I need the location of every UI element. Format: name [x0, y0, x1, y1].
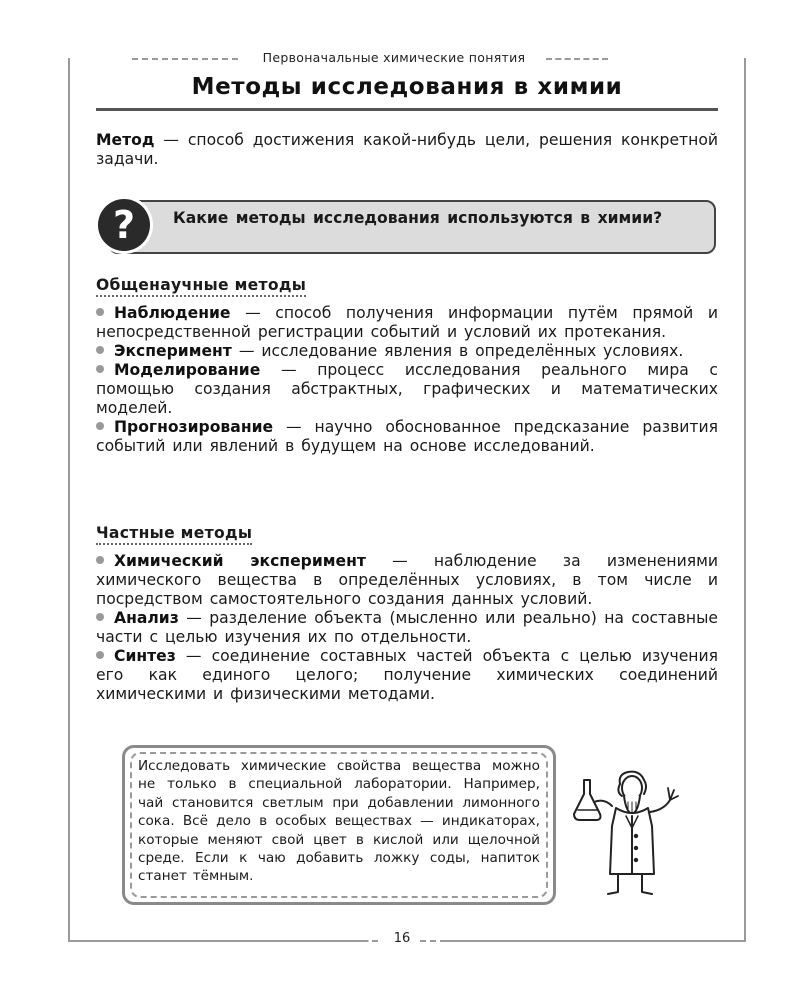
bullet-icon [96, 308, 104, 316]
question-icon: ? [98, 199, 150, 251]
list-item [96, 609, 718, 647]
list-item [96, 342, 718, 361]
scientist-with-flask-icon [570, 766, 694, 898]
definition-paragraph [96, 131, 718, 169]
note-text: Исследовать химические свойства вещества можно не только в специальной лаборатории. Например, чай становится светлым при добавлении лимонного сока. Всё дело в особых веществах — индикаторах, которые меняют свой цвет в кислой или щелочной среде. Если к чаю добавить ложку соды, напиток станет тёмным. [138, 758, 540, 885]
method-term: Моделирование [114, 361, 261, 379]
definition-term: Метод [96, 131, 155, 149]
method-term: Эксперимент [114, 342, 232, 360]
method-term: Анализ [114, 609, 179, 627]
list-item [96, 552, 718, 609]
method-description: — исследование явления в определённых условиях. [231, 342, 684, 360]
list-item [96, 418, 718, 456]
general-methods-heading: Общенаучные методы [96, 276, 306, 297]
method-description: — способ получения информации путём прямой и непосредственной регистрации событий и условий их протекания. [96, 304, 718, 341]
bullet-icon [96, 556, 104, 564]
list-item [96, 304, 718, 342]
method-description: — научно обоснованное предсказание развития событий или явлений в будущем на основе исследований. [96, 418, 718, 455]
method-description: — соединение составных частей объекта с целью изучения его как единого целого; получение химических соединений химическими и физическими методами. [96, 647, 718, 703]
general-methods-list [96, 304, 718, 456]
question-text: Какие методы исследования используются в химии? [173, 209, 663, 227]
bullet-icon [96, 613, 104, 621]
method-term: Наблюдение [114, 304, 231, 322]
bullet-icon [96, 365, 104, 373]
running-header: Первоначальные химические понятия [244, 50, 544, 65]
bullet-icon [96, 422, 104, 430]
bullet-icon [96, 651, 104, 659]
definition-text: — способ достижения какой-нибудь цели, решения конкретной задачи. [96, 131, 718, 168]
list-item [96, 647, 718, 704]
page-number: 16 [385, 931, 419, 946]
method-term: Прогнозирование [114, 418, 274, 436]
method-description: — наблюдение за изменениями химического вещества в определённых условиях, в том числе и посредством самостоятельного создания данных условий. [96, 552, 719, 608]
title-underline [96, 108, 718, 111]
method-term: Химический эксперимент [114, 552, 366, 570]
method-description: — процесс исследования реального мира с помощью создания абстрактных, графических и математических моделей. [96, 361, 718, 417]
page-title: Методы исследования в химии [191, 74, 623, 100]
specific-methods-list [96, 552, 718, 704]
list-item [96, 361, 718, 418]
bullet-icon [96, 346, 104, 354]
specific-methods-heading: Частные методы [96, 524, 252, 545]
method-term: Синтез [114, 647, 176, 665]
method-description: — разделение объекта (мысленно или реально) на составные части с целью изучения их по отдельности. [96, 609, 718, 646]
